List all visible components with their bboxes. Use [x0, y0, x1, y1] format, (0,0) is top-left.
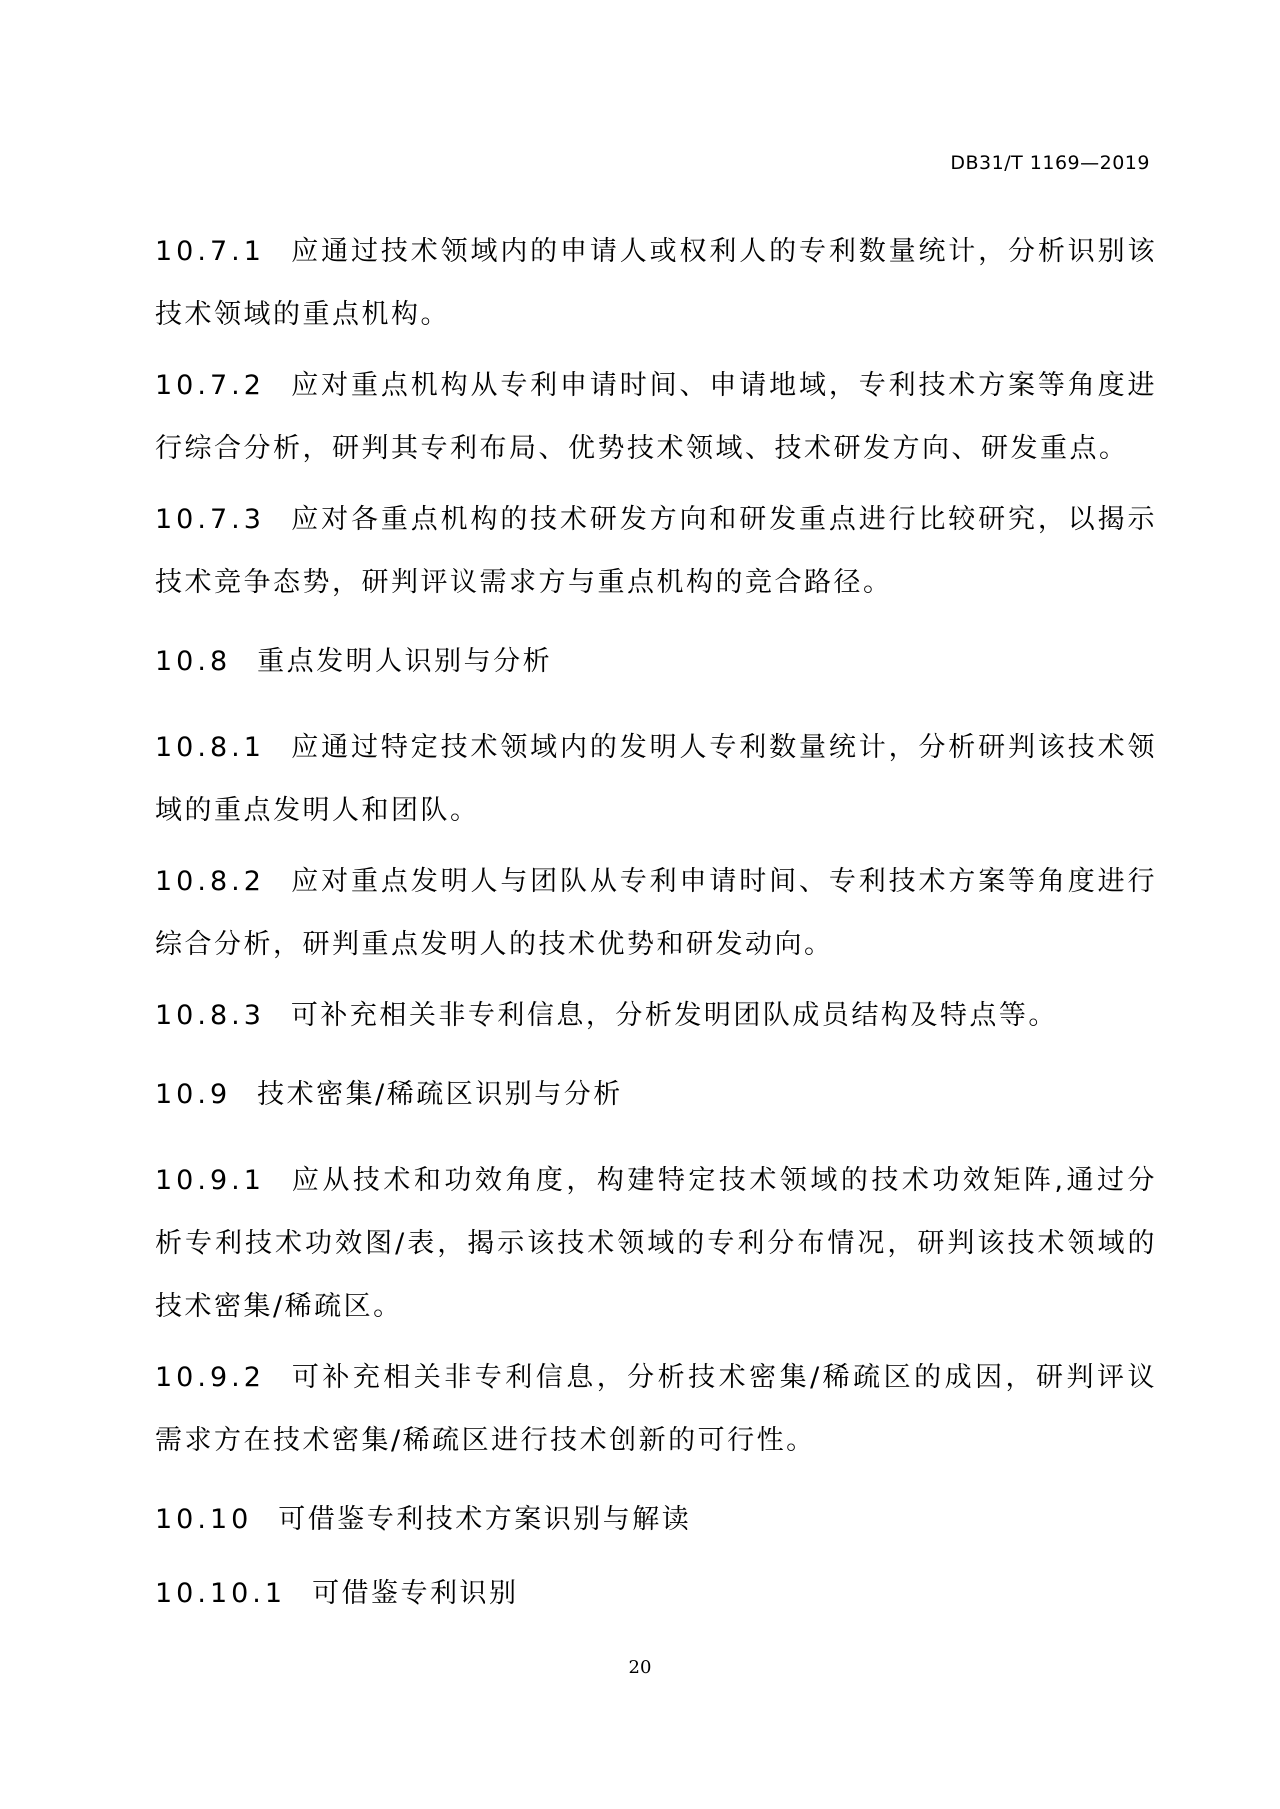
clause-10-7-2 — [155, 354, 1157, 480]
section-heading-10-10 — [155, 1500, 1157, 1540]
clause-10-9-2 — [155, 1346, 1157, 1472]
clause-number: 10.9.2 — [155, 1362, 265, 1393]
clause-number: 10.9.1 — [155, 1165, 265, 1196]
heading-number: 10.8 — [155, 646, 232, 677]
heading-number: 10.10 — [155, 1504, 253, 1535]
clause-text: 可补充相关非专利信息，分析技术密集/稀疏区的成因，研判评议需求方在技术密集/稀疏区进行技术创新的可行性。 — [155, 1362, 1157, 1456]
clause-number: 10.8.1 — [155, 732, 265, 763]
page-number: 20 — [628, 1657, 652, 1678]
heading-text: 技术密集/稀疏区识别与分析 — [257, 1079, 623, 1110]
clause-number: 10.8.3 — [155, 1000, 265, 1031]
heading-number: 10.10.1 — [155, 1578, 287, 1609]
clause-text: 应对各重点机构的技术研发方向和研发重点进行比较研究，以揭示技术竞争态势，研判评议需求方与重点机构的竞合路径。 — [155, 504, 1157, 598]
clause-text: 应对重点机构从专利申请时间、申请地域，专利技术方案等角度进行综合分析，研判其专利布局、优势技术领域、技术研发方向、研发重点。 — [155, 370, 1157, 464]
clause-10-9-1 — [155, 1149, 1157, 1338]
clause-number: 10.8.2 — [155, 866, 265, 897]
section-heading-10-8 — [155, 642, 1157, 682]
document-body — [155, 220, 1157, 1648]
heading-text: 重点发明人识别与分析 — [257, 646, 553, 677]
clause-text: 应通过特定技术领域内的发明人专利数量统计，分析研判该技术领域的重点发明人和团队。 — [155, 732, 1157, 826]
clause-10-7-1 — [155, 220, 1157, 346]
clause-number: 10.7.3 — [155, 504, 265, 535]
document-code: DB31/T 1169—2019 — [950, 152, 1150, 174]
clause-text: 应通过技术领域内的申请人或权利人的专利数量统计，分析识别该技术领域的重点机构。 — [155, 236, 1157, 330]
section-heading-10-9 — [155, 1075, 1157, 1115]
section-heading-10-10-1 — [155, 1574, 1157, 1614]
clause-10-8-3 — [155, 984, 1157, 1047]
heading-text: 可借鉴专利技术方案识别与解读 — [278, 1504, 692, 1535]
clause-text: 可补充相关非专利信息，分析发明团队成员结构及特点等。 — [290, 1000, 1058, 1031]
clause-10-8-1 — [155, 716, 1157, 842]
heading-number: 10.9 — [155, 1079, 232, 1110]
clause-number: 10.7.1 — [155, 236, 265, 267]
clause-number: 10.7.2 — [155, 370, 265, 401]
clause-10-7-3 — [155, 488, 1157, 614]
heading-text: 可借鉴专利识别 — [312, 1578, 519, 1609]
clause-text: 应从技术和功效角度，构建特定技术领域的技术功效矩阵,通过分析专利技术功效图/表，揭示该技术领域的专利分布情况，研判该技术领域的技术密集/稀疏区。 — [155, 1165, 1157, 1322]
clause-text: 应对重点发明人与团队从专利申请时间、专利技术方案等角度进行综合分析，研判重点发明人的技术优势和研发动向。 — [155, 866, 1157, 960]
clause-10-8-2 — [155, 850, 1157, 976]
